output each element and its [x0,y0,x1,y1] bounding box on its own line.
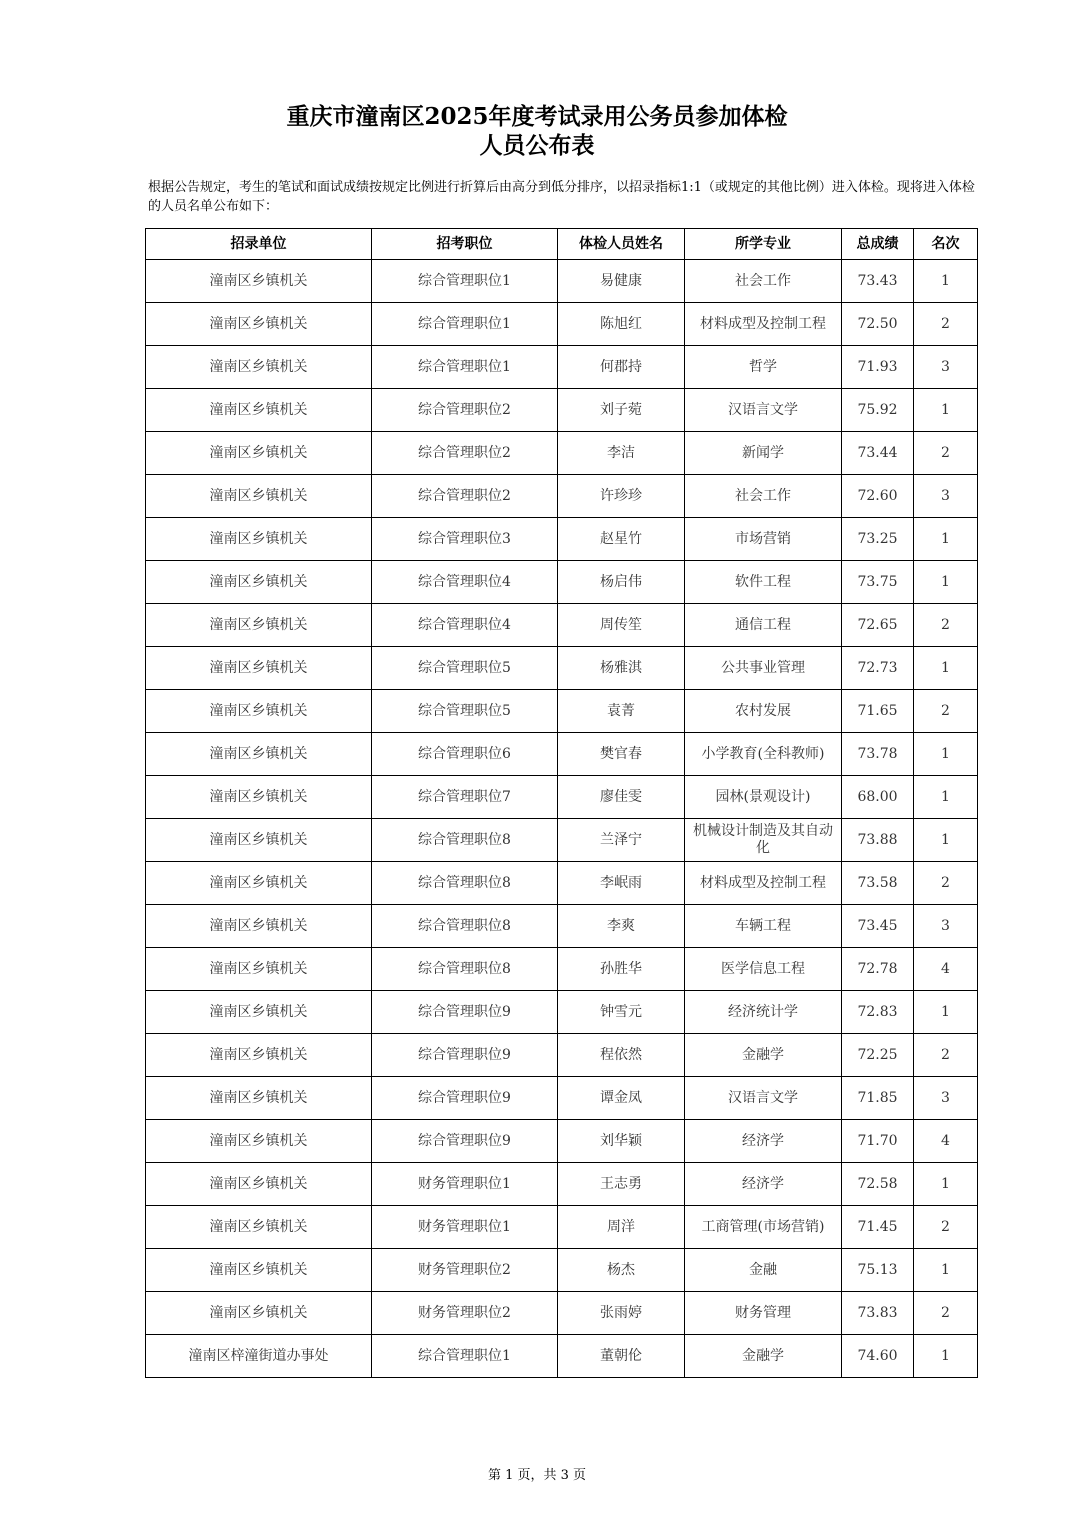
table-row [146,561,978,604]
cell-unit: 潼南区乡镇机关 [146,776,372,819]
table-row [146,1335,978,1378]
cell-rank: 1 [914,561,978,604]
table-row [146,389,978,432]
cell-name: 李爽 [558,905,685,948]
cell-score: 71.45 [842,1206,914,1249]
cell-name: 孙胜华 [558,948,685,991]
header-unit: 招录单位 [146,229,372,260]
table-row [146,604,978,647]
cell-score: 72.50 [842,303,914,346]
cell-position: 财务管理职位2 [372,1249,558,1292]
cell-major: 工商管理(市场营销) [685,1206,842,1249]
cell-unit: 潼南区乡镇机关 [146,260,372,303]
cell-rank: 3 [914,475,978,518]
cell-major: 通信工程 [685,604,842,647]
cell-score: 73.78 [842,733,914,776]
table-row [146,819,978,862]
cell-rank: 4 [914,948,978,991]
table-row [146,1163,978,1206]
cell-score: 72.78 [842,948,914,991]
cell-score: 73.83 [842,1292,914,1335]
cell-score: 73.44 [842,432,914,475]
cell-major: 新闻学 [685,432,842,475]
cell-score: 71.93 [842,346,914,389]
cell-unit: 潼南区乡镇机关 [146,948,372,991]
cell-position: 财务管理职位1 [372,1206,558,1249]
results-table [145,228,978,1378]
cell-rank: 3 [914,1077,978,1120]
cell-unit: 潼南区乡镇机关 [146,475,372,518]
cell-unit: 潼南区乡镇机关 [146,604,372,647]
table-row [146,346,978,389]
cell-rank: 3 [914,905,978,948]
cell-rank: 1 [914,819,978,862]
cell-major: 财务管理 [685,1292,842,1335]
cell-name: 杨雅淇 [558,647,685,690]
cell-name: 谭金凤 [558,1077,685,1120]
cell-score: 73.43 [842,260,914,303]
cell-major: 社会工作 [685,475,842,518]
cell-position: 综合管理职位5 [372,690,558,733]
cell-score: 75.92 [842,389,914,432]
cell-unit: 潼南区乡镇机关 [146,518,372,561]
cell-unit: 潼南区乡镇机关 [146,733,372,776]
cell-name: 董朝伦 [558,1335,685,1378]
cell-unit: 潼南区乡镇机关 [146,1077,372,1120]
table-row [146,260,978,303]
cell-unit: 潼南区乡镇机关 [146,647,372,690]
cell-score: 68.00 [842,776,914,819]
cell-name: 何郡持 [558,346,685,389]
cell-score: 73.25 [842,518,914,561]
cell-position: 综合管理职位9 [372,1034,558,1077]
header-rank: 名次 [914,229,978,260]
cell-rank: 1 [914,518,978,561]
cell-major: 经济统计学 [685,991,842,1034]
cell-score: 72.58 [842,1163,914,1206]
table-row [146,733,978,776]
cell-position: 综合管理职位8 [372,948,558,991]
cell-score: 73.58 [842,862,914,905]
table-row [146,905,978,948]
cell-rank: 2 [914,1206,978,1249]
table-row [146,518,978,561]
cell-unit: 潼南区乡镇机关 [146,862,372,905]
cell-position: 综合管理职位9 [372,1077,558,1120]
table-row [146,991,978,1034]
cell-position: 综合管理职位4 [372,561,558,604]
cell-position: 综合管理职位8 [372,819,558,862]
cell-unit: 潼南区乡镇机关 [146,1034,372,1077]
cell-name: 杨杰 [558,1249,685,1292]
cell-position: 综合管理职位1 [372,260,558,303]
cell-rank: 3 [914,346,978,389]
cell-rank: 2 [914,432,978,475]
cell-position: 综合管理职位1 [372,346,558,389]
cell-score: 72.25 [842,1034,914,1077]
table-row [146,1249,978,1292]
cell-name: 李洁 [558,432,685,475]
cell-rank: 2 [914,690,978,733]
cell-name: 兰泽宁 [558,819,685,862]
cell-rank: 1 [914,389,978,432]
cell-position: 综合管理职位2 [372,389,558,432]
cell-major: 经济学 [685,1163,842,1206]
cell-score: 73.75 [842,561,914,604]
cell-name: 周传笙 [558,604,685,647]
cell-position: 综合管理职位9 [372,991,558,1034]
header-score: 总成绩 [842,229,914,260]
cell-rank: 1 [914,991,978,1034]
cell-position: 综合管理职位1 [372,303,558,346]
cell-rank: 1 [914,1163,978,1206]
cell-major: 哲学 [685,346,842,389]
cell-unit: 潼南区乡镇机关 [146,1249,372,1292]
cell-rank: 1 [914,776,978,819]
cell-score: 71.65 [842,690,914,733]
cell-position: 综合管理职位5 [372,647,558,690]
cell-rank: 1 [914,1249,978,1292]
cell-rank: 2 [914,604,978,647]
table-row [146,303,978,346]
table-header-row [146,229,978,260]
cell-major: 农村发展 [685,690,842,733]
cell-unit: 潼南区乡镇机关 [146,561,372,604]
cell-major: 经济学 [685,1120,842,1163]
cell-position: 综合管理职位3 [372,518,558,561]
cell-position: 财务管理职位2 [372,1292,558,1335]
cell-unit: 潼南区乡镇机关 [146,690,372,733]
cell-major: 汉语言文学 [685,389,842,432]
cell-major: 材料成型及控制工程 [685,862,842,905]
table-row [146,776,978,819]
table-row [146,1077,978,1120]
cell-position: 综合管理职位2 [372,475,558,518]
cell-score: 74.60 [842,1335,914,1378]
cell-name: 廖佳雯 [558,776,685,819]
table-row [146,1034,978,1077]
cell-major: 材料成型及控制工程 [685,303,842,346]
cell-major: 市场营销 [685,518,842,561]
cell-major: 软件工程 [685,561,842,604]
cell-position: 综合管理职位7 [372,776,558,819]
cell-name: 刘华颖 [558,1120,685,1163]
cell-name: 李岷雨 [558,862,685,905]
cell-name: 钟雪元 [558,991,685,1034]
cell-name: 许珍珍 [558,475,685,518]
cell-unit: 潼南区乡镇机关 [146,991,372,1034]
cell-name: 袁菁 [558,690,685,733]
cell-unit: 潼南区乡镇机关 [146,819,372,862]
cell-major: 园林(景观设计) [685,776,842,819]
cell-unit: 潼南区乡镇机关 [146,346,372,389]
cell-unit: 潼南区乡镇机关 [146,389,372,432]
cell-score: 73.88 [842,819,914,862]
cell-score: 72.73 [842,647,914,690]
header-position: 招考职位 [372,229,558,260]
cell-rank: 1 [914,260,978,303]
cell-name: 樊官春 [558,733,685,776]
cell-score: 72.60 [842,475,914,518]
cell-name: 周洋 [558,1206,685,1249]
cell-major: 医学信息工程 [685,948,842,991]
cell-major: 金融学 [685,1335,842,1378]
cell-unit: 潼南区梓潼街道办事处 [146,1335,372,1378]
cell-rank: 1 [914,1335,978,1378]
cell-name: 赵星竹 [558,518,685,561]
cell-major: 金融学 [685,1034,842,1077]
cell-unit: 潼南区乡镇机关 [146,905,372,948]
cell-unit: 潼南区乡镇机关 [146,1163,372,1206]
table-row [146,948,978,991]
cell-score: 71.85 [842,1077,914,1120]
cell-rank: 2 [914,862,978,905]
table-row [146,475,978,518]
cell-score: 72.65 [842,604,914,647]
cell-name: 张雨婷 [558,1292,685,1335]
table-row [146,647,978,690]
cell-name: 刘子菀 [558,389,685,432]
table-row [146,432,978,475]
cell-name: 易健康 [558,260,685,303]
cell-unit: 潼南区乡镇机关 [146,1120,372,1163]
cell-major: 机械设计制造及其自动化 [685,819,842,862]
cell-name: 杨启伟 [558,561,685,604]
cell-unit: 潼南区乡镇机关 [146,432,372,475]
cell-rank: 2 [914,1034,978,1077]
cell-score: 75.13 [842,1249,914,1292]
cell-major: 车辆工程 [685,905,842,948]
page-title: 重庆市潼南区2025年度考试录用公务员参加体检 [286,103,788,130]
table-row [146,1120,978,1163]
cell-position: 综合管理职位8 [372,862,558,905]
cell-name: 王志勇 [558,1163,685,1206]
cell-major: 汉语言文学 [685,1077,842,1120]
cell-major: 金融 [685,1249,842,1292]
table-row [146,862,978,905]
cell-unit: 潼南区乡镇机关 [146,303,372,346]
table-row [146,1292,978,1335]
page-subtitle: 人员公布表 [479,132,595,159]
cell-name: 程依然 [558,1034,685,1077]
cell-rank: 4 [914,1120,978,1163]
header-major: 所学专业 [685,229,842,260]
cell-position: 综合管理职位6 [372,733,558,776]
cell-major: 小学教育(全科教师) [685,733,842,776]
cell-name: 陈旭红 [558,303,685,346]
cell-rank: 1 [914,733,978,776]
cell-position: 综合管理职位1 [372,1335,558,1378]
cell-score: 71.70 [842,1120,914,1163]
cell-rank: 2 [914,1292,978,1335]
cell-unit: 潼南区乡镇机关 [146,1206,372,1249]
cell-position: 综合管理职位2 [372,432,558,475]
cell-position: 综合管理职位9 [372,1120,558,1163]
cell-position: 财务管理职位1 [372,1163,558,1206]
page-footer: 第 1 页，共 3 页 [487,1468,587,1483]
cell-rank: 2 [914,303,978,346]
table-row [146,690,978,733]
cell-score: 72.83 [842,991,914,1034]
cell-major: 公共事业管理 [685,647,842,690]
cell-major: 社会工作 [685,260,842,303]
table-row [146,1206,978,1249]
intro-paragraph: 根据公告规定，考生的笔试和面试成绩按规定比例进行折算后由高分到低分排序，以招录指标1:1（或规定的其他比例）进入体检。现将进入体检的人员名单公布如下： [148,180,975,214]
header-name: 体检人员姓名 [558,229,685,260]
cell-rank: 1 [914,647,978,690]
cell-position: 综合管理职位4 [372,604,558,647]
cell-score: 73.45 [842,905,914,948]
cell-position: 综合管理职位8 [372,905,558,948]
cell-unit: 潼南区乡镇机关 [146,1292,372,1335]
